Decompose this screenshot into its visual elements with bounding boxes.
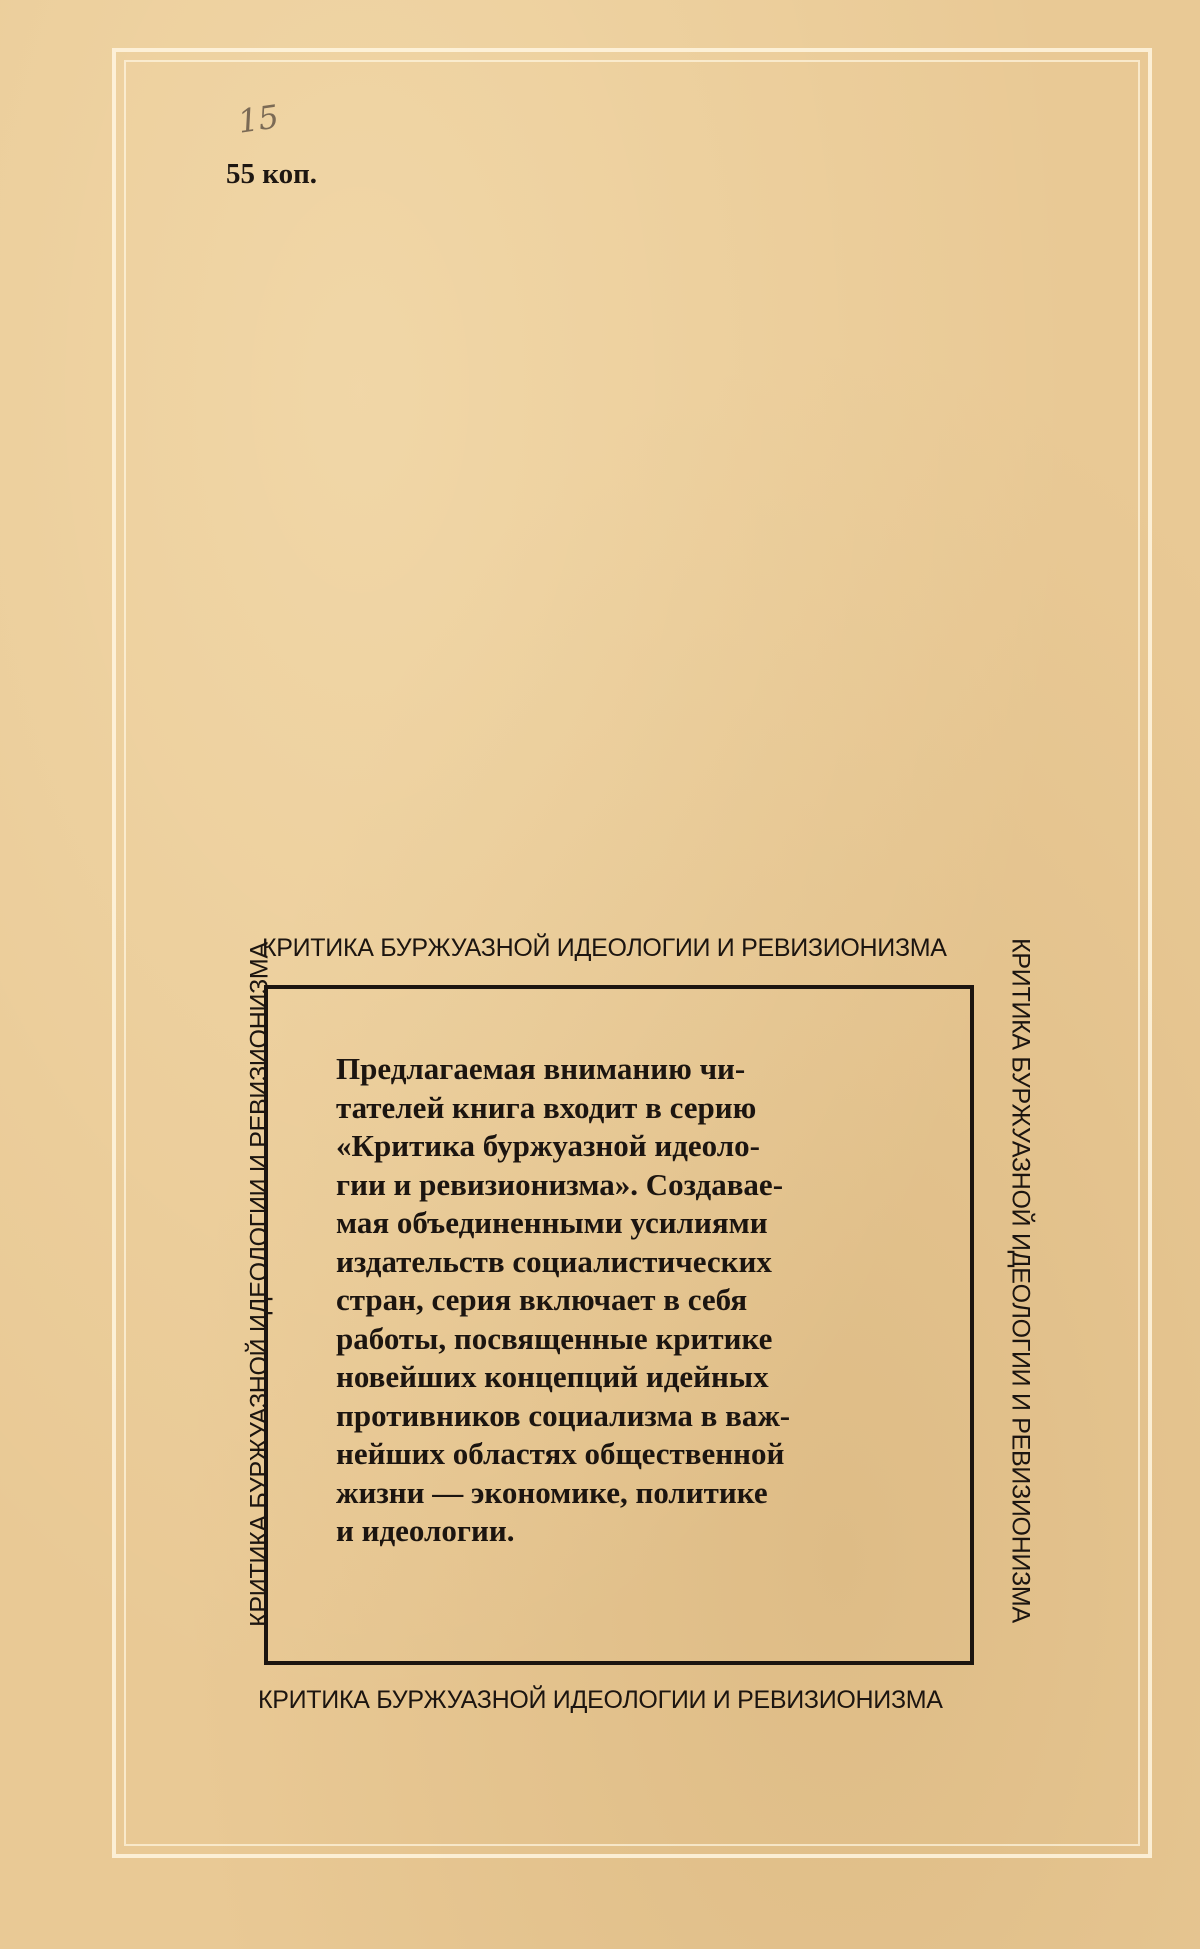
series-title-top: КРИТИКА БУРЖУАЗНОЙ ИДЕОЛОГИИ И РЕВИЗИОНИЗМА [262,934,947,962]
handwritten-note: 15 [235,97,282,141]
series-title-right: КРИТИКА БУРЖУАЗНОЙ ИДЕОЛОГИИ И РЕВИЗИОНИЗМА [1006,938,1035,1623]
price-label: 55 коп. [226,158,318,190]
series-description: Предлагаемая вниманию чи- тателей книга входит в серию «Критика буржуазной идеоло- гии и ревизионизма». Создавае- мая объединенными усилиями издательств социалистических стран, серия включает в себя работы, посвященные критике новейших концепций идейных противников социализма в важ- нейших областях общественной жизни — экономике, политике и идеологии. [336,1051,791,1548]
series-title-left: КРИТИКА БУРЖУАЗНОЙ ИДЕОЛОГИИ И РЕВИЗИОНИЗМА [245,942,274,1627]
series-title-bottom: КРИТИКА БУРЖУАЗНОЙ ИДЕОЛОГИИ И РЕВИЗИОНИЗМА [258,1686,943,1714]
